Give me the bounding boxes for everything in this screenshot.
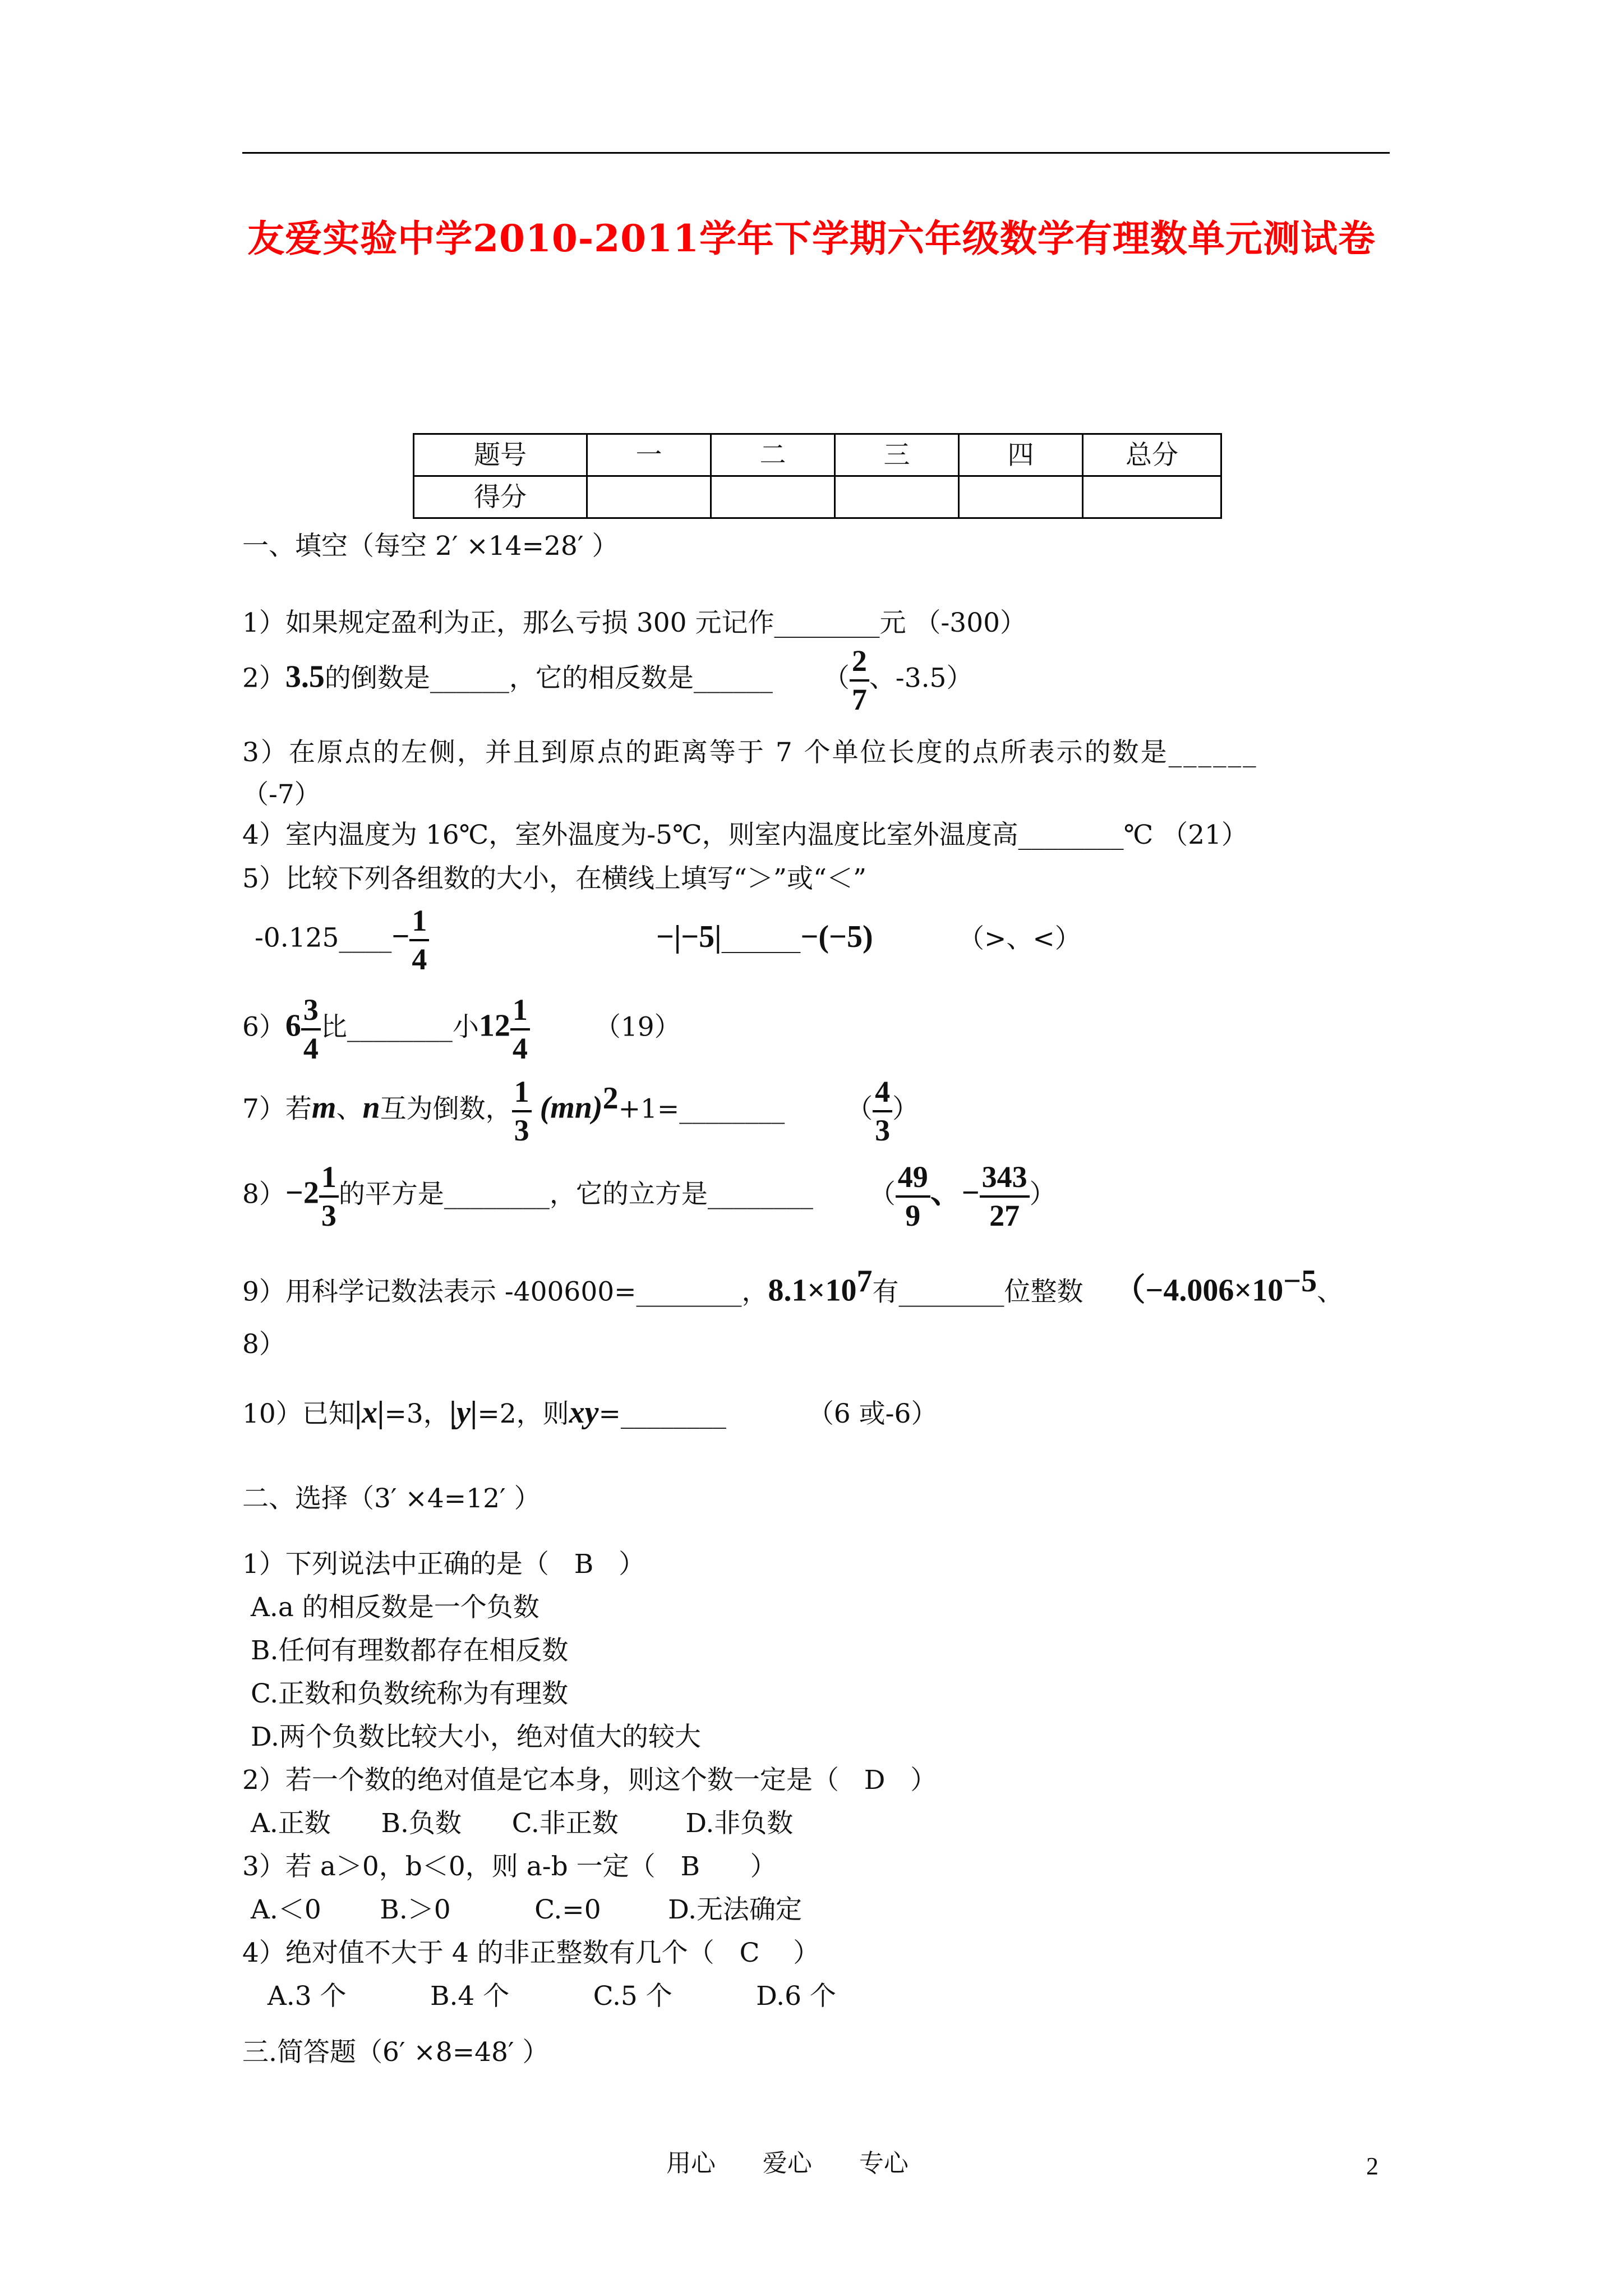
s2-line: A.正数 B.负数 C.非正数 D.非负数 — [242, 1808, 794, 1839]
s2-line: A.3 个 B.4 个 C.5 个 D.6 个 — [242, 1981, 836, 2012]
question-9-answer-cont: 8） — [242, 1329, 285, 1360]
question-3: 3）在原点的左侧，并且到原点的距离等于 7 个单位长度的点所表示的数是______ — [242, 737, 1258, 768]
score-table-header-row — [414, 434, 1221, 476]
section1-heading: 一、填空（每空 2′ ×14=28′ ） — [242, 531, 619, 562]
question-6: 6）6 $\frac{3}{4}$ 比________小12 $\frac{1}{4}$ （19） — [242, 993, 681, 1065]
s2-line: A.＜0 B.＞0 C.=0 D.无法确定 — [242, 1894, 803, 1925]
question-9: 9）用科学记数法表示 -400600=________，$8.1\times 10^7$有________位整数 （$-4.006\times 10^{-5}$、 — [242, 1264, 1344, 1308]
question-3-answer: （-7） — [242, 779, 321, 810]
q5a-fraction: $\frac{1}{4}$ — [409, 905, 429, 975]
s2-line: 3）若 a＞0，b＜0，则 a-b 一定（ B ） — [242, 1851, 777, 1882]
q8-fraction: $\frac{1}{3}$ — [319, 1161, 339, 1231]
s2-line: A.a 的相反数是一个负数 — [242, 1592, 540, 1623]
question-5: 5）比较下列各组数的大小，在横线上填写“＞”或“＜” — [242, 863, 867, 894]
page-footer: 用心 爱心 专心 — [666, 2149, 909, 2178]
score-cell[interactable] — [835, 476, 959, 518]
q2-text: 的倒数是______，它的相反数是______ — [324, 662, 773, 694]
question-5b: −|−5|______−(−5) — [656, 919, 873, 954]
question-10: 10）已知|x|=3，|y|=2，则xy=________ （6 或-6） — [242, 1395, 938, 1430]
question-4: 4）室内温度为 16℃，室外温度为-5℃，则室内温度比室外温度高________℃ （21） — [242, 820, 1248, 850]
q6-fraction-2: $\frac{1}{4}$ — [510, 994, 530, 1064]
score-cell[interactable] — [1083, 476, 1221, 518]
question-7: 7）若m、n互为倒数， $\frac{1}{3}$ (mn)$^2$+1=________ （ $\frac{4}{3}$ ） — [242, 1075, 919, 1147]
question-2 — [242, 645, 972, 715]
s2-line: C.正数和负数统称为有理数 — [242, 1678, 569, 1709]
table-cell: 一 — [587, 434, 711, 476]
table-cell: 四 — [959, 434, 1083, 476]
score-table-score-row — [414, 476, 1221, 518]
s2-line: B.任何有理数都存在相反数 — [242, 1635, 569, 1666]
question-5a: -0.125____− $\frac{1}{4}$ — [255, 905, 429, 975]
table-cell: 三 — [835, 434, 959, 476]
s2-line: D.两个负数比较大小，绝对值大的较大 — [242, 1722, 701, 1752]
q8-answer-fraction-1: $\frac{49}{9}$ — [896, 1161, 930, 1231]
page-title: 友爱实验中学2010-2011学年下学期六年级数学有理数单元测试卷 — [247, 217, 1376, 260]
question-8: 8）−2 $\frac{1}{3}$ 的平方是________，它的立方是________ （ $\frac{49}{9}$ 、− $\frac{343}{27}$ ） — [242, 1160, 1056, 1232]
score-cell[interactable] — [959, 476, 1083, 518]
q7-answer-fraction: $\frac{4}{3}$ — [873, 1076, 892, 1146]
table-cell: 题号 — [414, 434, 587, 476]
q2-prefix: 2） — [242, 662, 285, 694]
score-cell[interactable] — [587, 476, 711, 518]
question-5-answer: （>、<） — [958, 923, 1081, 954]
q2-answer-open: （ — [823, 662, 850, 694]
section3-heading: 三.简答题（6′ ×8=48′ ） — [242, 2037, 549, 2068]
q6-fraction-1: $\frac{3}{4}$ — [301, 994, 321, 1064]
q8-answer-fraction-2: $\frac{343}{27}$ — [980, 1161, 1030, 1231]
q2-number: 3.5 — [285, 659, 325, 694]
page-number: 2 — [1366, 2152, 1378, 2180]
table-cell: 总分 — [1083, 434, 1221, 476]
header-rule — [242, 152, 1390, 154]
s2-line: 2）若一个数的绝对值是它本身，则这个数一定是（ D ） — [242, 1765, 937, 1796]
section2-heading: 二、选择（3′ ×4=12′ ） — [242, 1483, 541, 1514]
score-cell[interactable] — [711, 476, 835, 518]
table-cell: 二 — [711, 434, 835, 476]
q2-answer-rest: 、-3.5） — [869, 662, 973, 694]
table-cell: 得分 — [414, 476, 587, 518]
q2-answer-fraction: $\frac{2}{7}$ — [850, 645, 869, 715]
score-table — [413, 433, 1222, 519]
s2-line: 1）下列说法中正确的是（ B ） — [242, 1549, 645, 1580]
q7-fraction: $\frac{1}{3}$ — [512, 1076, 532, 1146]
question-1: 1）如果规定盈利为正，那么亏损 300 元记作________元 （-300） — [242, 608, 1027, 638]
s2-line: 4）绝对值不大于 4 的非正整数有几个（ C ） — [242, 1938, 820, 1968]
